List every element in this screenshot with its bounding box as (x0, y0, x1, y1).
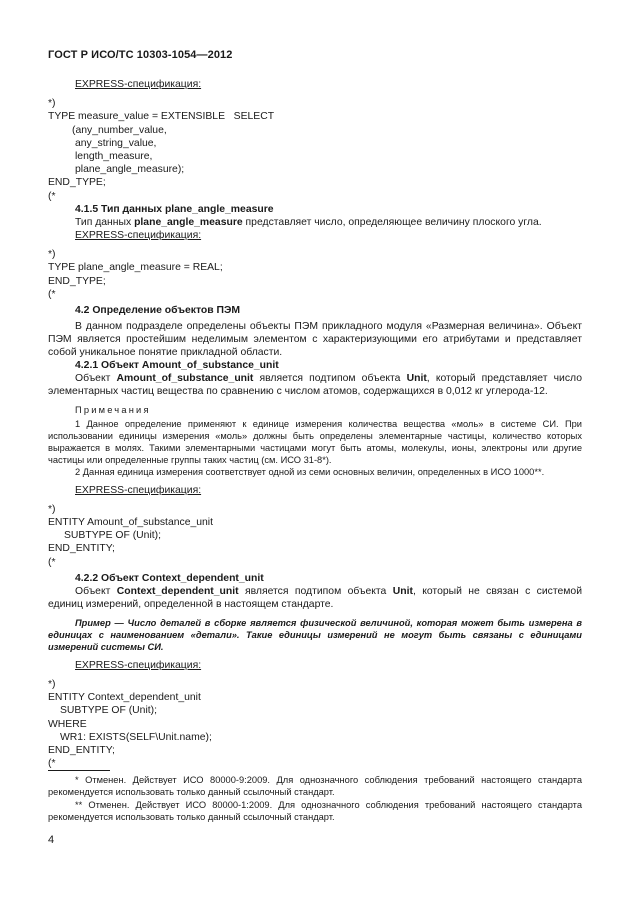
page-number: 4 (48, 834, 55, 846)
code-line: END_TYPE; (48, 275, 106, 287)
code-line: (* (48, 190, 56, 202)
code-line: (any_number_value, (72, 124, 167, 136)
code-line: *) (48, 679, 56, 691)
express-label: EXPRESS-спецификация: (75, 230, 202, 242)
example: Пример — Число деталей в сборке является физической величиной, которая может быть измерена в единицах с наименованием «детали». Такие единицы измерений не могут быть связаны с единицами измерений системы СИ. (48, 617, 582, 652)
code-line: END_ENTITY; (48, 543, 115, 555)
code-line: plane_angle_measure); (75, 164, 185, 176)
section-heading-4-2-2: 4.2.2 Объект Context_dependent_unit (75, 572, 264, 584)
paragraph: Тип данных plane_angle_measure представляет число, определяющее величину плоского угла. (75, 216, 542, 228)
express-label: EXPRESS-спецификация: (75, 659, 202, 671)
paragraph: В данном подразделе определены объекты ПЭМ прикладного модуля «Размерная величина». Объект ПЭМ является простейшим неделимым элементом с характеризующими его атрибутами и представляет собой уникальное понятие прикладной области. (48, 321, 582, 359)
code-line: ENTITY Context_dependent_unit (48, 692, 201, 704)
code-line: END_TYPE; (48, 177, 106, 189)
code-line: SUBTYPE OF (Unit); (60, 705, 157, 717)
code-line: any_string_value, (75, 137, 157, 149)
code-block-context-dependent (48, 678, 582, 770)
notes-title: Примечания (75, 405, 151, 416)
code-line: *) (48, 503, 56, 515)
paragraph: Объект Amount_of_substance_unit является подтипом объекта Unit, который представляет число элементарных частиц вещества по сравнению с числом атомов, содержащихся в 0,012 кг углерода-12. (48, 373, 583, 398)
note: 2 Данная единица измерения соответствует одной из семи основных величин, определенных в ИСО 1000**. (75, 466, 545, 477)
section-heading-4-2: 4.2 Определение объектов ПЭМ (75, 305, 241, 316)
code-block-measure-value (48, 97, 582, 203)
page-header: ГОСТ Р ИСО/ТС 10303-1054—2012 (48, 49, 233, 61)
code-line: ENTITY Amount_of_substance_unit (48, 516, 214, 528)
note: 1 Данное определение применяют к единице измерения количества вещества «моль» в системе СИ. При использовании единицы измерения «моль» должны быть определены элементарные частицы, количество которых выражается в молях. Такими элементарными частицами могут быть атомы, молекулы, ионы, электроны или другие частицы или определенные группы таких частиц (см. ИСО 31-8*). (48, 418, 582, 465)
footnote: ** Отменен. Действует ИСО 80000-1:2009. Для однозначного соблюдения требований настоящего стандарта рекомендуется использовать только данный ссылочный стандарт. (48, 799, 582, 823)
code-line: SUBTYPE OF (Unit); (64, 530, 161, 542)
footnotes (48, 774, 582, 824)
code-line: *) (48, 98, 56, 110)
code-line: length_measure, (75, 150, 153, 162)
section-heading-4-1-5: 4.1.5 Тип данных plane_angle_measure (75, 203, 274, 215)
code-line: (* (48, 288, 56, 300)
express-label: EXPRESS-спецификация: (75, 484, 202, 496)
code-block-amount-of-substance (48, 503, 582, 569)
code-line: END_ENTITY; (48, 745, 115, 756)
footnote-divider (48, 770, 110, 771)
code-line: WHERE (48, 718, 87, 730)
code-line: TYPE plane_angle_measure = REAL; (48, 262, 223, 274)
code-line: (* (48, 556, 56, 568)
code-line: TYPE measure_value = EXTENSIBLE SELECT (48, 111, 275, 123)
code-line: WR1: EXISTS(SELF\Unit.name); (60, 731, 212, 743)
code-line: (* (48, 758, 56, 770)
page-content (48, 78, 582, 770)
section-heading-4-2-1: 4.2.1 Объект Amount_of_substance_unit (75, 360, 279, 372)
footnote: * Отменен. Действует ИСО 80000-9:2009. Для однозначного соблюдения требований настоящего стандарта рекомендуется использовать только данный ссылочный стандарт. (48, 775, 582, 798)
express-label: EXPRESS-спецификация: (75, 79, 202, 90)
code-block-plane-angle (48, 248, 582, 301)
code-line: *) (48, 249, 56, 261)
paragraph: Объект Context_dependent_unit является подтипом объекта Unit, который не связан с системой единиц измерений, определенной в настоящем стандарте. (48, 585, 582, 610)
